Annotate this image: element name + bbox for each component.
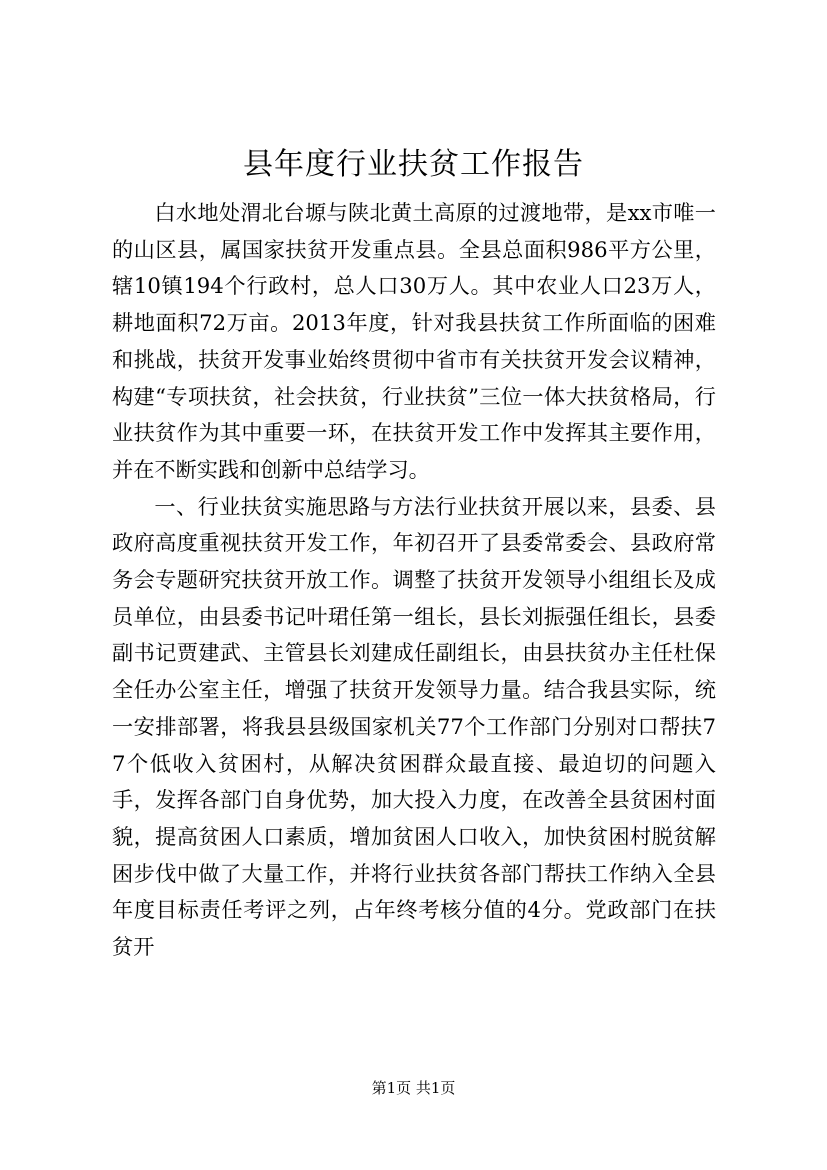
document-body (112, 195, 716, 966)
paragraph-section-one: 一、行业扶贫实施思路与方法行业扶贫开展以来，县委、县政府高度重视扶贫开发工作，年初召开了县委常委会、县政府常务会专题研究扶贫开放工作。调整了扶贫开发领导小组组长及成员单位，由县委书记叶珺任第一组长，县长刘振强任组长，县委副书记贾建武、主管县长刘建成任副组长，由县扶贫办主任杜保全任办公室主任，增强了扶贫开发领导力量。结合我县实际，统一安排部署，将我县县级国家机关77个工作部门分别对口帮扶77个低收入贫困村，从解决贫困群众最直接、最迫切的问题入手，发挥各部门自身优势，加大投入力度，在改善全县贫困村面貌，提高贫困人口素质，增加贫困人口收入，加快贫困村脱贫解困步伐中做了大量工作，并将行业扶贫各部门帮扶工作纳入全县年度目标责任考评之列，占年终考核分值的4分。党政部门在扶贫开 (112, 493, 716, 960)
page-number-footer: 第1页 共1页 (371, 1079, 456, 1097)
document-title: 县年度行业扶贫工作报告 (243, 147, 584, 182)
paragraph-intro: 白水地处渭北台塬与陕北黄土高原的过渡地带，是xx市唯一的山区县，属国家扶贫开发重点县。全县总面积986平方公里，辖10镇194个行政村，总人口30万人。其中农业人口23万人，耕地面积72万亩。2013年度，针对我县扶贫工作所面临的困难和挑战，扶贫开发事业始终贯彻中省市有关扶贫开发会议精神，构建“专项扶贫，社会扶贫，行业扶贫”三位一体大扶贫格局，行业扶贫作为其中重要一环，在扶贫开发工作中发挥其主要作用，并在不断实践和创新中总结学习。 (112, 200, 716, 482)
